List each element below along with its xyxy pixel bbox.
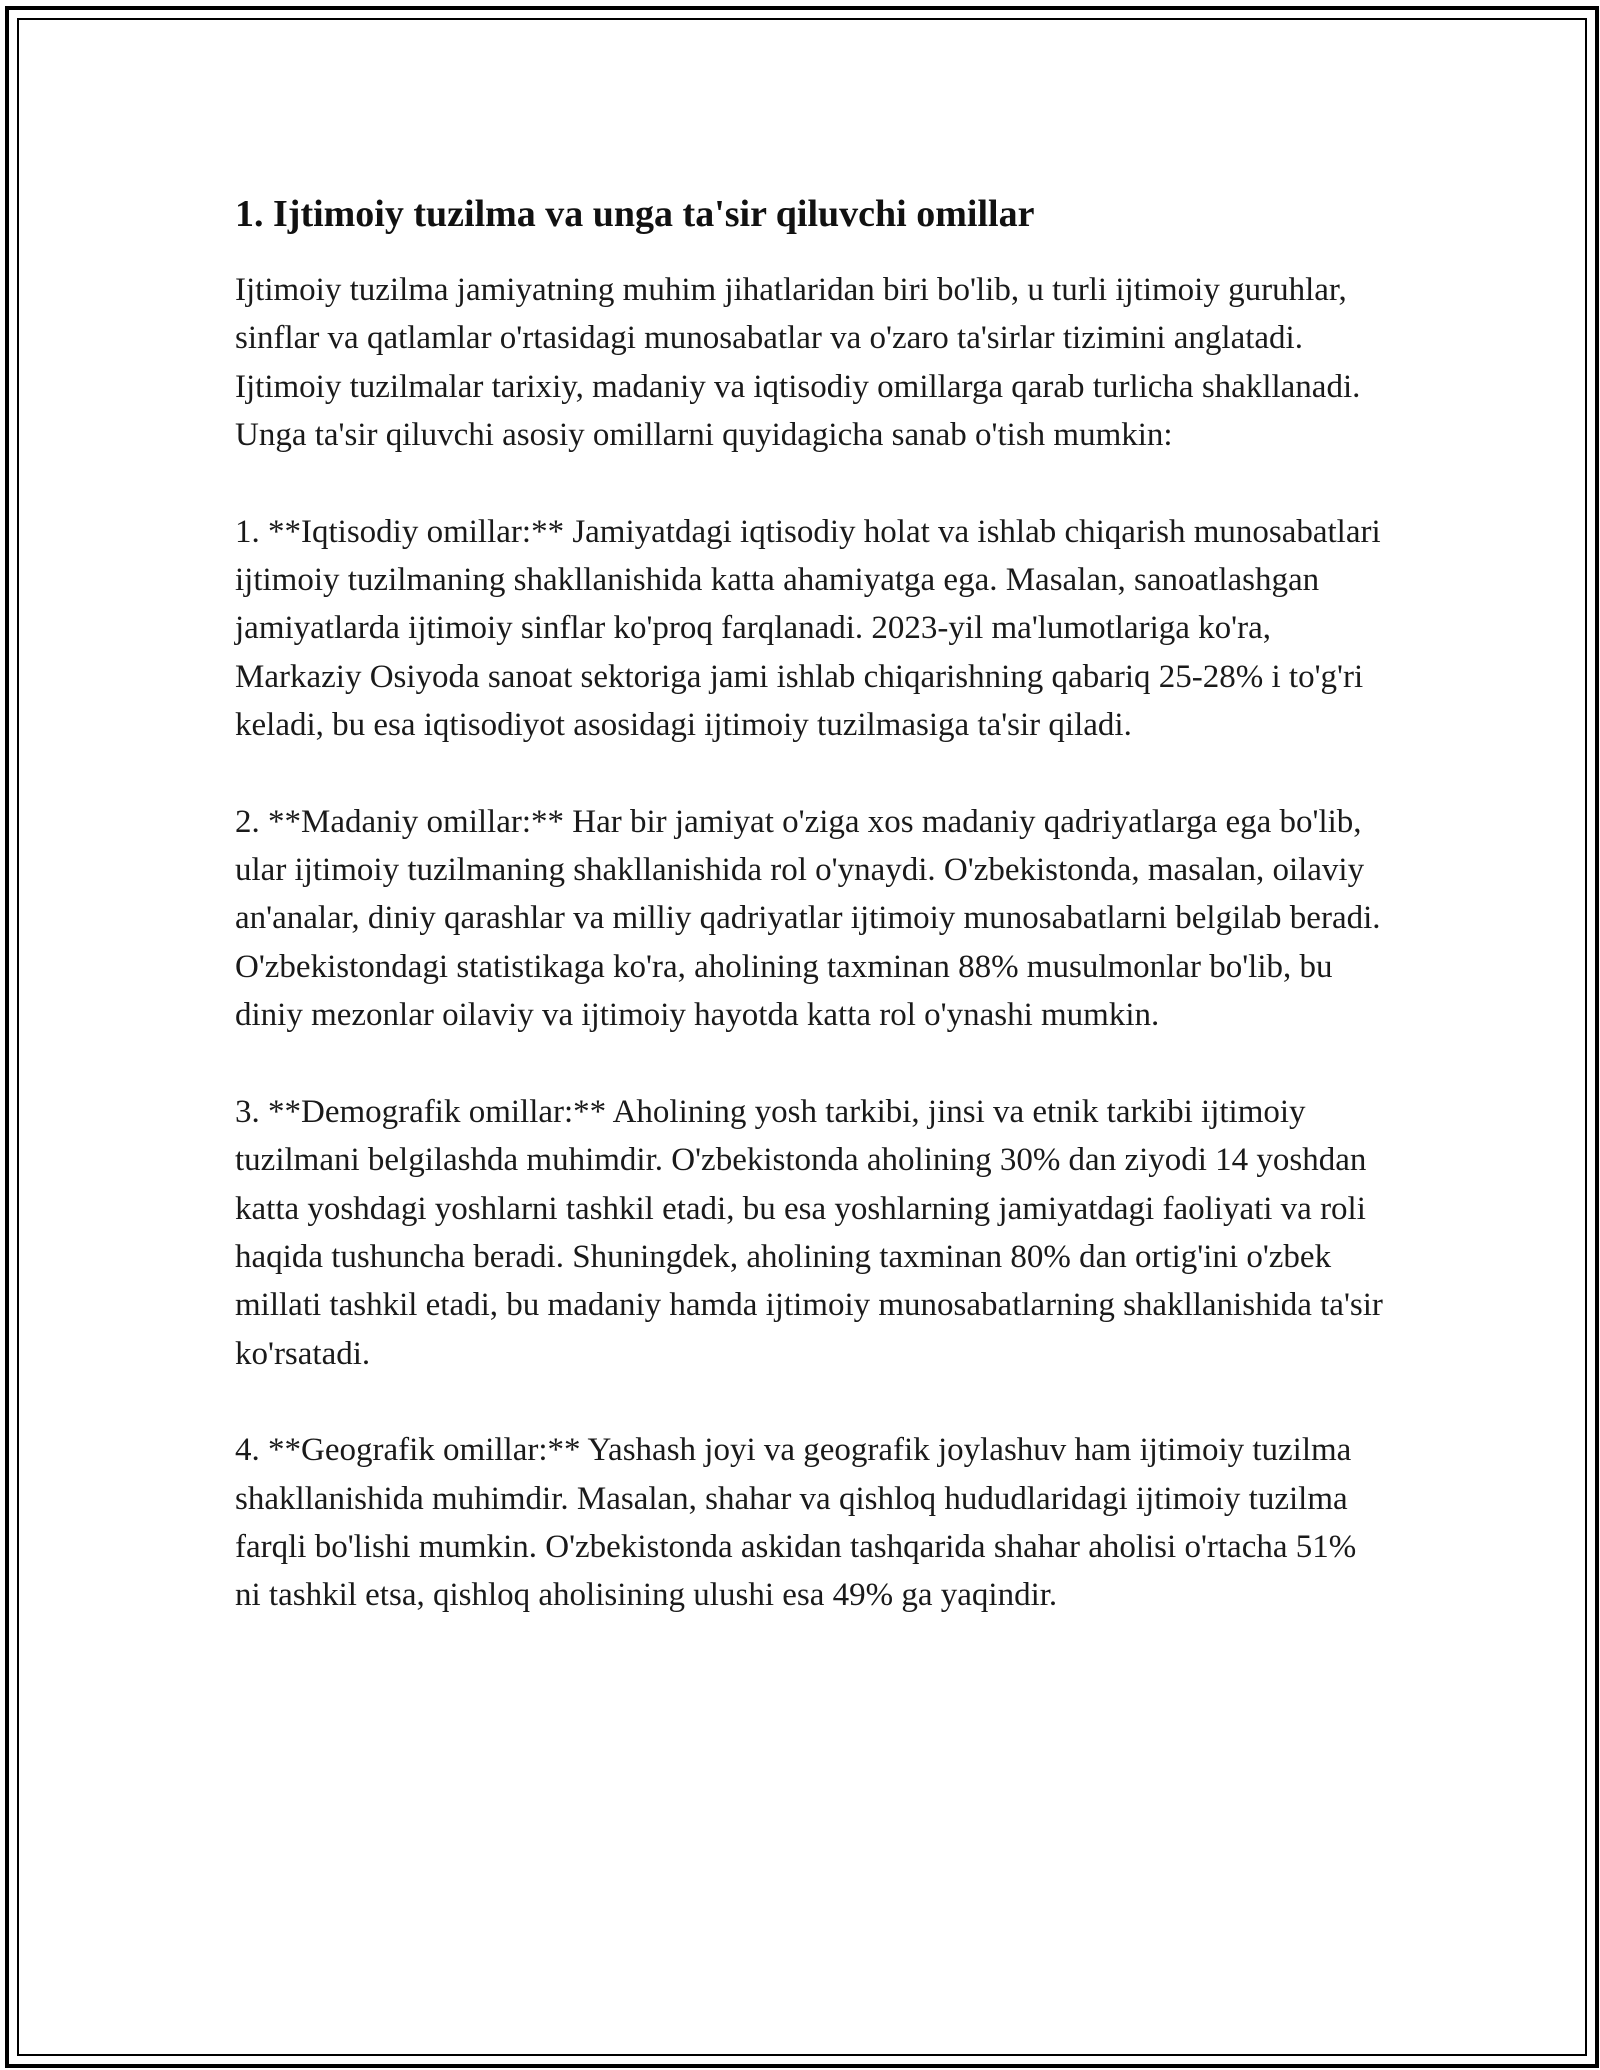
economic-factors-paragraph: 1. **Iqtisodiy omillar:** Jamiyatdagi iqtisodiy holat va ishlab chiqarish munosabatlari ijtimoiy tuzilmaning shakllanishida katta ahamiyatga ega. Masalan, sanoatlashgan jamiyatlarda ijtimoiy sinflar ko'proq farqlanadi. 2023-yil ma'lumotlariga ko'ra, Markaziy Osiyoda sanoat sektoriga jami ishlab chiqarishning qabariq 25-28% i to'g'ri keladi, bu esa iqtisodiyot asosidagi ijtimoiy tuzilmasiga ta'sir qiladi. [235, 513, 1381, 744]
cultural-factors-paragraph: 2. **Madaniy omillar:** Har bir jamiyat o'ziga xos madaniy qadriyatlarga ega bo'lib, ular ijtimoiy tuzilmaning shakllanishida rol o'ynaydi. O'zbekistonda, masalan, oilaviy an'analar, diniy qarashlar va milliy qadriyatlar ijtimoiy munosabatlarni belgilab beradi. O'zbekistondagi statistikaga ko'ra, aholining taxminan 88% musulmonlar bo'lib, bu diniy mezonlar oilaviy va ijtimoiy hayotda katta rol o'ynashi mumkin. [235, 803, 1381, 1034]
demographic-factors-paragraph: 3. **Demografik omillar:** Aholining yosh tarkibi, jinsi va etnik tarkibi ijtimoiy tuzilmani belgilashda muhimdir. O'zbekistonda aholining 30% dan ziyodi 14 yoshdan katta yoshdagi yoshlarni tashkil etadi, bu esa yoshlarning jamiyatdagi faoliyati va roli haqida tushuncha beradi. Shuningdek, aholining taxminan 80% dan ortig'ini o'zbek millati tashkil etadi, bu madaniy hamda ijtimoiy munosabatlarning shakllanishida ta'sir ko'rsatadi. [235, 1093, 1383, 1372]
document-title: 1. Ijtimoiy tuzilma va unga ta'sir qiluvchi omillar [235, 193, 1035, 235]
geographic-factors-paragraph: 4. **Geografik omillar:** Yashash joyi va geografik joylashuv ham ijtimoiy tuzilma shakllanishida muhimdir. Masalan, shahar va qishloq hududlaridagi ijtimoiy tuzilma farqli bo'lishi mumkin. O'zbekistonda askidan tashqarida shahar aholisi o'rtacha 51% ni tashkil etsa, qishloq aholisining ulushi esa 49% ga yaqindir. [235, 1432, 1357, 1614]
intro-paragraph: Ijtimoiy tuzilma jamiyatning muhim jihatlaridan biri bo'lib, u turli ijtimoiy guruhlar, sinflar va qatlamlar o'rtasidagi munosabatlar va o'zaro ta'sirlar tizimini anglatadi. Ijtimoiy tuzilmalar tarixiy, madaniy va iqtisodiy omillarga qarab turlicha shakllanadi. Unga ta'sir qiluvchi asosiy omillarni quyidagicha sanab o'tish mumkin: [235, 272, 1361, 454]
document-body [235, 186, 1385, 1620]
